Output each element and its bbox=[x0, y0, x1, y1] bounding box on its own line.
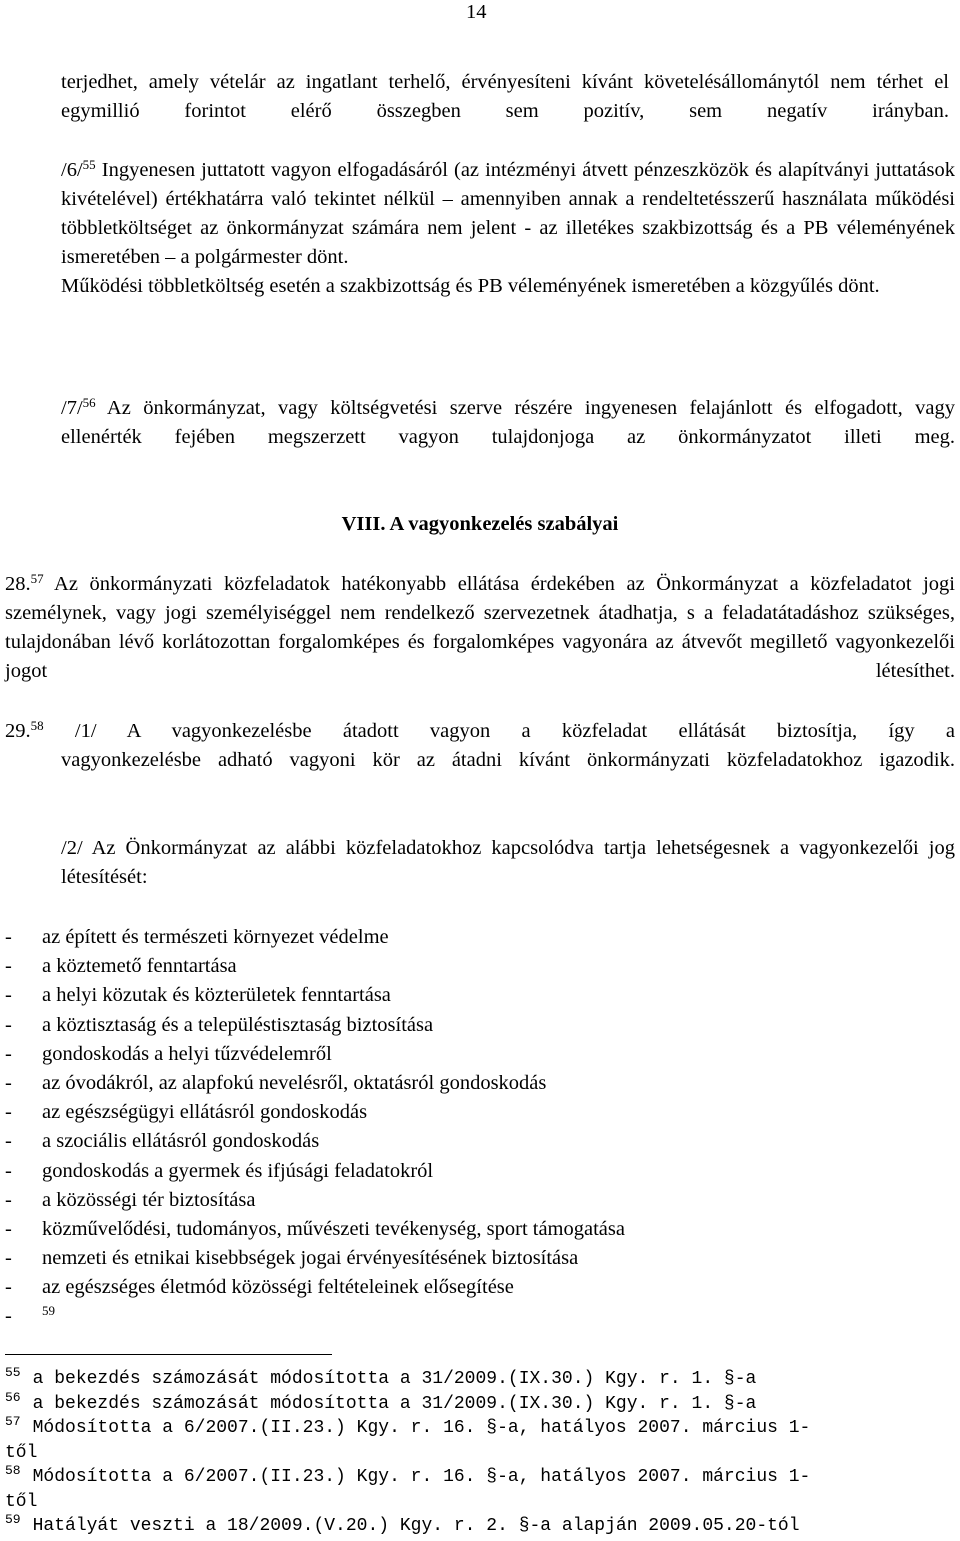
footnote bbox=[5, 1416, 945, 1465]
footnote-text-cont: től bbox=[5, 1442, 38, 1463]
list-dash: - bbox=[5, 1247, 12, 1270]
section-28-prefix: 28. bbox=[5, 573, 31, 595]
footnote-text-cont: től bbox=[5, 1491, 38, 1512]
footnote-text: Módosította a 6/2007.(II.23.) Kgy. r. 16. §-a, hatályos 2007. március 1- bbox=[32, 1467, 811, 1487]
footnote-number: 59 bbox=[5, 1512, 21, 1527]
footnote-ref-57[interactable]: 57 bbox=[30, 571, 44, 586]
section-28 bbox=[5, 570, 955, 715]
footnote-text: Hatályát veszti a 18/2009.(V.20.) Kgy. r. 2. §-a alapján 2009.05.20-tól bbox=[32, 1516, 800, 1536]
list-dash: - bbox=[5, 1101, 12, 1124]
list-item bbox=[5, 1040, 625, 1069]
footnote-ref-56[interactable]: 56 bbox=[82, 395, 96, 410]
footnotes bbox=[5, 1367, 945, 1539]
list-item bbox=[5, 1157, 625, 1186]
section-29-text-1b: vagyonkezelésbe adható vagyoni kör az átadni kívánt önkormányzati közfeladatokhoz igazodik. bbox=[61, 749, 955, 771]
section-heading: VIII. A vagyonkezelés szabályai bbox=[341, 513, 619, 535]
list-item bbox=[5, 1127, 625, 1156]
list-dash: - bbox=[5, 1188, 12, 1211]
list-item-text: az óvodákról, az alapfokú nevelésről, oktatásról gondoskodás bbox=[42, 1071, 547, 1094]
list-item-text: gondoskodás a helyi tűzvédelemről bbox=[42, 1042, 332, 1065]
list-item-text: gondoskodás a gyermek és ifjúsági feladatokról bbox=[42, 1159, 434, 1182]
footnote-ref-59[interactable]: 59 bbox=[42, 1303, 55, 1319]
section-29-para-1-cont bbox=[61, 746, 955, 804]
list-dash: - bbox=[5, 1159, 12, 1182]
list-item-text: a közösségi tér biztosítása bbox=[42, 1188, 256, 1211]
footnote bbox=[5, 1514, 945, 1539]
list-item-text: a köztisztaság és a településtisztaság biztosítása bbox=[42, 1013, 434, 1036]
list-item bbox=[5, 981, 625, 1010]
list-item-text: a köztemető fenntartása bbox=[42, 955, 237, 978]
list-dash: - bbox=[5, 955, 12, 978]
list-dash: - bbox=[5, 1071, 12, 1094]
section-29-prefix: 29. bbox=[5, 720, 31, 742]
footnote-number: 55 bbox=[5, 1365, 21, 1380]
section-28-text: Az önkormányzati közfeladatok hatékonyabb ellátása érdekében az Önkormányzat a közfeladatot jogi személynek, vagy jogi személyiséggel nem rendelkező szervezetnek átadhatja, s a feladatátadáshoz szükséges, tulajdonában lévő korlátozottan forgalomképes és forgalomképes vagyonára az átvevőt megillető vagyonkezelői jogot létesíthet. bbox=[5, 573, 955, 682]
list-dash: - bbox=[5, 1217, 12, 1240]
paragraph-7-text: Az önkormányzat, vagy költségvetési szerve részére ingyenesen felajánlott és elfogadott, vagy ellenérték fejében megszerzett vagyon tulajdonjoga az önkormányzatot illeti meg. bbox=[61, 397, 955, 448]
list-dash: - bbox=[5, 984, 12, 1007]
paragraph-6-text-2: Működési többletköltség esetén a szakbizottság és PB véleményének ismeretében a közgyűlés dönt. bbox=[61, 275, 880, 297]
list-item-repealed bbox=[5, 1302, 625, 1331]
list-item bbox=[5, 1098, 625, 1127]
footnote-ref-55[interactable]: 55 bbox=[82, 157, 96, 172]
list-item-text: a helyi közutak és közterületek fenntartása bbox=[42, 984, 391, 1007]
section-29-text-2: /2/ Az Önkormányzat az alábbi közfeladatokhoz kapcsolódva tartja lehetségesnek a vagyonkezelői jog létesítését: bbox=[61, 837, 955, 888]
footnote-number: 57 bbox=[5, 1414, 21, 1429]
footnote-text: Módosította a 6/2007.(II.23.) Kgy. r. 16. §-a, hatályos 2007. március 1- bbox=[32, 1418, 811, 1438]
list-item bbox=[5, 923, 625, 952]
list-dash: - bbox=[5, 1276, 12, 1299]
list-item-text: nemzeti és etnikai kisebbségek jogai érvényesítésének biztosítása bbox=[42, 1247, 579, 1270]
footnote-text: a bekezdés számozását módosította a 31/2009.(IX.30.) Kgy. r. 1. §-a bbox=[32, 1393, 757, 1414]
section-29-para-2 bbox=[61, 834, 955, 921]
list-item-text: a szociális ellátásról gondoskodás bbox=[42, 1130, 320, 1153]
list-dash: - bbox=[5, 1042, 12, 1065]
list-item-text: az épített és természeti környezet védelme bbox=[42, 926, 389, 948]
footnote-ref-58[interactable]: 58 bbox=[30, 718, 44, 733]
paragraph-7-prefix: /7/ bbox=[61, 397, 83, 419]
section-29-text-1: /1/ A vagyonkezelésbe átadott vagyon a közfeladat ellátását biztosítja, így a bbox=[43, 720, 955, 742]
list-dash: - bbox=[5, 1130, 12, 1153]
footnote-separator bbox=[5, 1354, 332, 1355]
list-item-text: az egészségügyi ellátásról gondoskodás bbox=[42, 1101, 368, 1124]
list-item bbox=[5, 1273, 625, 1302]
list-dash: - bbox=[5, 1013, 12, 1036]
paragraph-6-text: Ingyenesen juttatott vagyon elfogadásáról (az intézményi átvett pénzeszközök és alapítványi juttatások kivételével) értékhatárra való tekintet nélkül – amennyiben annak a rendeltetésszerű használata működési többletköltséget az önkormányzat számára nem jelent - az illetékes szakbizottság és a PB véleményének ismeretében – a polgármester dönt. bbox=[61, 159, 955, 268]
list-item-text: az egészséges életmód közösségi feltételeinek elősegítése bbox=[42, 1276, 514, 1299]
paragraph-7 bbox=[61, 394, 955, 481]
intro-paragraph bbox=[61, 68, 949, 155]
footnote bbox=[5, 1389, 945, 1417]
footnote-text: a bekezdés számozását módosította a 31/2009.(IX.30.) Kgy. r. 1. §-a bbox=[32, 1369, 757, 1389]
list-item bbox=[5, 1215, 625, 1244]
list-item bbox=[5, 952, 625, 981]
list-dash: - bbox=[5, 1305, 12, 1328]
list-item bbox=[5, 1186, 625, 1215]
list-item bbox=[5, 1069, 625, 1098]
list-item bbox=[5, 1011, 625, 1040]
intro-text: terjedhet, amely vételár az ingatlant terhelő, érvényesíteni kívánt követelésállománytól nem térhet el egymillió forintot elérő összegben sem pozitív, sem negatív irányban. bbox=[61, 71, 949, 122]
page-number: 14 bbox=[466, 1, 487, 23]
list-item bbox=[5, 1244, 625, 1273]
footnote-number: 58 bbox=[5, 1463, 21, 1478]
public-tasks-list bbox=[5, 923, 625, 1332]
paragraph-6-prefix: /6/ bbox=[61, 159, 83, 181]
footnote-number: 56 bbox=[5, 1389, 21, 1405]
list-dash: - bbox=[5, 926, 12, 948]
footnote bbox=[5, 1367, 945, 1392]
paragraph-6 bbox=[61, 156, 955, 330]
footnote bbox=[5, 1465, 945, 1514]
list-item-text: közművelődési, tudományos, művészeti tevékenység, sport támogatása bbox=[42, 1217, 625, 1240]
